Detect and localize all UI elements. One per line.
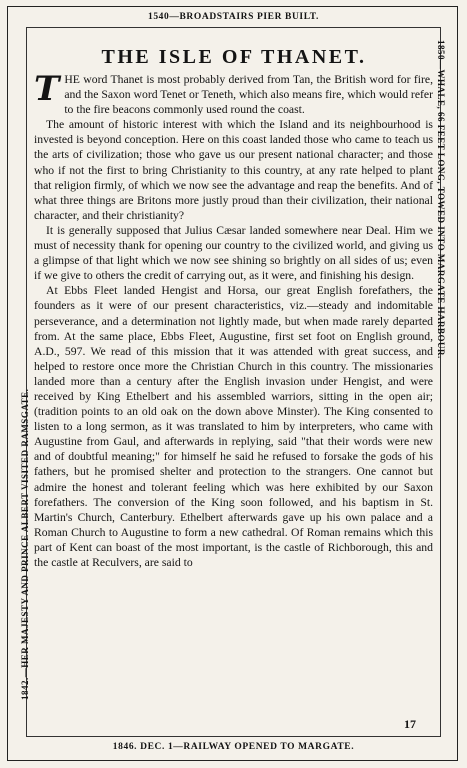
page-number: 17 [404,717,416,731]
page-title: THE ISLE OF THANET. [101,46,367,68]
running-header: 1540—BROADSTAIRS PIER BUILT. [147,12,320,22]
paragraph: The amount of historic interest with which the Island and its neighbourhood is invested is beyond conception. Here on this coast landed those who came to teach us the arts of civilization; those who gave us our present national character; and those who if not the first to bring Christianity to this country, at any rate helped to plant that religion firmly, of which we now see the advantage and reap the benefits. And of what three things are Britons more justly proud than their civilization, their national character, and their christianity? [34,118,433,222]
paragraph: At Ebbs Fleet landed Hengist and Horsa, our great English forefathers, the founders as it were of our present characteristics, viz.—steady and indomitable perseverance, and a determination not lightly made, but when made rarely departed from. At the same place, Ebbs Fleet, Augustine, first set foot on English ground, A.D., 597. We read of this mission that it was attended with great success, and helped to restore once more the Christian Church in this country. The missionaries landed more than a century after the English invasion under Hengist, and were received by King Ethelbert and his assembled warriors, sitting in the open air; (tradition points to an old oak on the down above Minster). The King consented to listen to a long sermon, as it was translated to him by interpreters, who came with Augustine from Gaul, and afterwards in replying, said "that their words were new and of doubtful meaning;" for himself he said he refused to forsake the gods of his fathers, but he promised shelter and protection to the strangers. One cannot but admire the honest and tolerant feeling which was here exhibited by our Saxon forefathers. The conversion of the King soon followed, and his baptism in St. Martin's Church, Canterbury. Ethelbert afterwards gave up his own palace and a Roman Church to Augustine to form a new cathedral. Of Roman remains which this part of Kent can boast of the most important, is the castle of Richborough, this and the castle at Reculvers, are said to [34,284,433,569]
paragraph: It is generally supposed that Julius Cæsar landed somewhere near Deal. Him we must of necessity thank for opening our country to the civilized world, and giving us a glimpse of that light which we now see shining so brightly on all sides of us; even if we give to others the credit of carrying out, as it were, and finishing his design. [34,223,433,283]
drop-cap: T [34,69,60,109]
paragraph-text: HE word Thanet is most probably derived from Tan, the British word for fire, and the Saxon word Tenet or Teneth, which also means fire, which would refer to the fire beacons commonly used round the coast. [64,73,433,117]
left-margin-note: 1842.—HER MAJESTY AND PRINCE ALBERT VISITED RAMSGATE. [20,388,30,700]
running-footer: 1846. DEC. 1—RAILWAY OPENED TO MARGATE. [112,742,355,752]
right-margin-note: 1850—WHALE, 66 FEET LONG, TOWED INTO MARGATE HARBOUR. [436,40,446,359]
body-text [34,69,433,570]
paragraph [34,69,433,117]
